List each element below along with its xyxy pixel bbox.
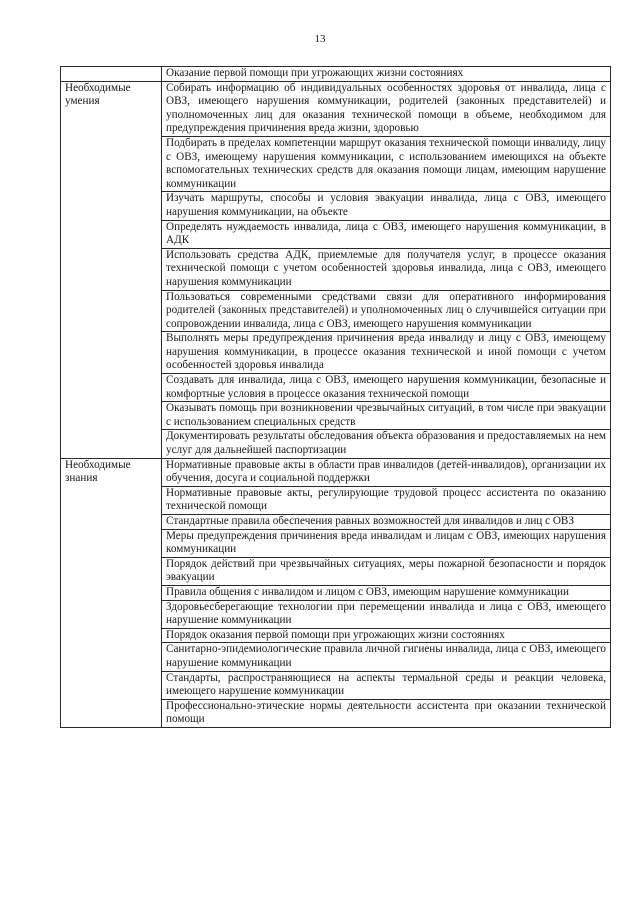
table-body [61, 67, 611, 728]
table-cell-item: Оказание первой помощи при угрожающих жизни состояниях [162, 67, 611, 82]
table-cell-item: Подбирать в пределах компетенции маршрут оказания технической помощи инвалиду, лицу с ОВЗ, имеющему нарушения коммуникации, с использованием имеющихся на объекте вспомогательных технических средств для оказания помощи лицам, имеющим нарушение коммуникации [162, 136, 611, 191]
page-number: 13 [314, 33, 326, 45]
table-cell-item: Профессионально-этические нормы деятельности ассистента при оказании технической помощи [162, 699, 611, 727]
table-cell-item: Изучать маршруты, способы и условия эвакуации инвалида, лица с ОВЗ, имеющего нарушения коммуникации, на объекте [162, 192, 611, 220]
table-cell-item: Определять нуждаемость инвалида, лица с ОВЗ, имеющего нарушения коммуникации, в АДК [162, 220, 611, 248]
table-cell-item: Стандартные правила обеспечения равных возможностей для инвалидов и лиц с ОВЗ [162, 515, 611, 530]
table-row [61, 81, 611, 136]
section-label: Необходимые умения [61, 81, 162, 458]
table-cell-item: Здоровьесберегающие технологии при перемещении инвалида и лица с ОВЗ, имеющего нарушение коммуникации [162, 600, 611, 628]
table-row [61, 67, 611, 82]
table-cell-item: Порядок оказания первой помощи при угрожающих жизни состояниях [162, 628, 611, 643]
table-row [61, 458, 611, 486]
table-cell-item: Выполнять меры предупреждения причинения вреда инвалиду и лицу с ОВЗ, имеющему нарушения коммуникации, в процессе оказания технической и иной помощи с учетом особенностей здоровья инвалида [162, 332, 611, 374]
table-cell-item: Пользоваться современными средствами связи для оперативного информирования родителей (законных представителей) и уполномоченных лиц о случившейся ситуации при сопровождении инвалида, лица с ОВЗ, имеющего нарушения коммуникации [162, 290, 611, 332]
table-cell-item: Оказывать помощь при возникновении чрезвычайных ситуаций, в том числе при эвакуации с использованием специальных средств [162, 402, 611, 430]
table-cell-item: Порядок действий при чрезвычайных ситуациях, меры пожарной безопасности и порядок эвакуации [162, 557, 611, 585]
table-cell-item: Документировать результаты обследования объекта образования и предоставляемых на нем услуг для дальнейшей паспортизации [162, 430, 611, 458]
table-cell-item: Санитарно-эпидемиологические правила личной гигиены инвалида, лица с ОВЗ, имеющего нарушение коммуникации [162, 643, 611, 671]
table-cell-item: Нормативные правовые акты в области прав инвалидов (детей-инвалидов), организации их обучения, досуга и социальной поддержки [162, 458, 611, 486]
requirements-table [60, 66, 611, 728]
table-cell-item: Меры предупреждения причинения вреда инвалидам и лицам с ОВЗ, имеющих нарушения коммуникации [162, 529, 611, 557]
table-cell-item: Создавать для инвалида, лица с ОВЗ, имеющего нарушения коммуникации, безопасные и комфортные условия в процессе оказания технической помощи [162, 374, 611, 402]
section-label: Необходимые знания [61, 458, 162, 727]
table-cell-item: Стандарты, распространяющиеся на аспекты термальной среды и реакции человека, имеющего нарушение коммуникации [162, 671, 611, 699]
table-cell-item: Нормативные правовые акты, регулирующие трудовой процесс ассистента по оказанию технической помощи [162, 486, 611, 514]
table-cell-item: Собирать информацию об индивидуальных особенностях здоровья от инвалида, лица с ОВЗ, имеющего нарушения коммуникации, родителей (законных представителей) и уполномоченных лиц для оказания технической помощи в объеме, необходимом для предупреждения причинения вреда жизни, здоровью [162, 81, 611, 136]
table-cell-item: Правила общения с инвалидом и лицом с ОВЗ, имеющим нарушение коммуникации [162, 585, 611, 600]
section-label [61, 67, 162, 82]
table-cell-item: Использовать средства АДК, приемлемые для получателя услуг, в процессе оказания технической помощи с учетом особенностей здоровья инвалида, лица с ОВЗ, имеющего нарушения коммуникации [162, 248, 611, 290]
